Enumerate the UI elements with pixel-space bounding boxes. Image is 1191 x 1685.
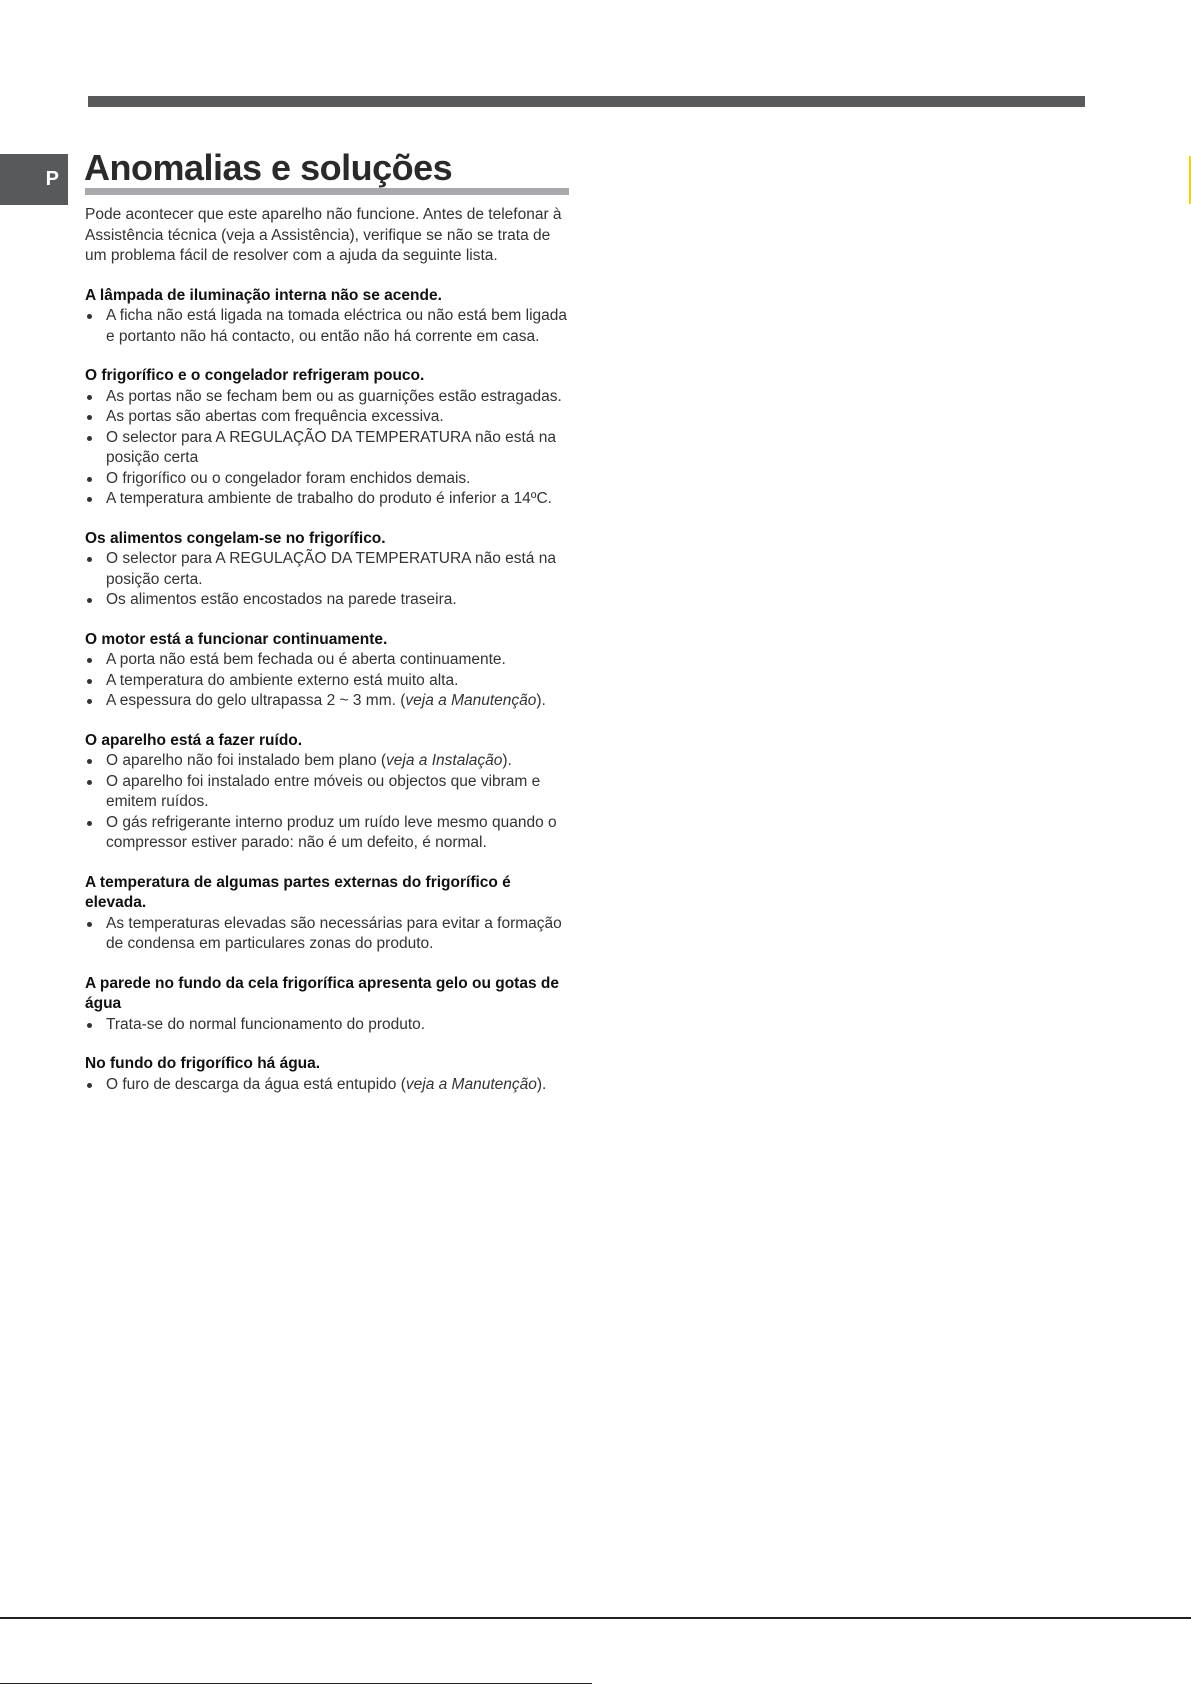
footer-rule-short [0,1683,592,1684]
solution-text: O furo de descarga da água está entupido ( [106,1075,406,1093]
problem-heading: A lâmpada de iluminação interna não se acende. [85,286,442,304]
solution-list [85,650,570,712]
page-title: Anomalias e soluções [84,147,453,188]
solution-text: Trata-se do normal funcionamento do produto. [106,1015,426,1033]
solution-text: O frigorífico ou o congelador foram enchidos demais. [106,469,471,487]
intro-paragraph: Pode acontecer que este aparelho não funcione. Antes de telefonar à Assistência técnica (veja a Assistência), verifique se não se trata de um problema fácil de resolver com a ajuda da seguinte lista. [85,206,562,264]
solution-list [85,387,570,510]
solution-item [85,1075,570,1096]
solution-item [85,407,570,428]
solution-text: O selector para A REGULAÇÃO DA TEMPERATURA não está na posição certa. [106,550,556,588]
solution-text: O gás refrigerante interno produz um ruído leve mesmo quando o compressor estiver parado: não é um defeito, é normal. [106,813,557,851]
cross-reference: veja a Instalação [386,752,503,769]
solution-item [85,691,570,712]
problem-heading: O aparelho está a fazer ruído. [85,731,303,749]
solution-list [85,306,570,347]
solution-text: A espessura do gelo ultrapassa 2 ~ 3 mm. ( [106,692,406,709]
cross-reference: veja a Manutenção [405,1075,537,1093]
solution-list [85,914,570,955]
solution-item [85,914,570,955]
solution-text: As portas não se fecham bem ou as guarnições estão estragadas. [106,387,562,405]
solution-text: A porta não está bem fechada ou é aberta continuamente. [106,651,506,668]
problem-heading: A temperatura de algumas partes externas do frigorífico é elevada. [85,873,511,911]
header-rule [88,96,1085,107]
solution-text: A temperatura do ambiente externo está muito alta. [106,671,459,689]
problem-section [85,366,570,510]
solution-text: As temperaturas elevadas são necessárias para evitar a formação de condensa em particulares zonas do produto. [106,914,562,952]
troubleshooting-content [85,205,570,1114]
troubleshooting-sections [85,286,570,1096]
problem-heading: A parede no fundo da cela frigorífica apresenta gelo ou gotas de água [85,974,559,1012]
problem-heading: No fundo do frigorífico há água. [85,1055,321,1072]
solution-text: O aparelho foi instalado entre móveis ou objectos que vibram e emitem ruídos. [106,772,541,810]
problem-section [85,873,570,955]
problem-heading: O frigorífico e o congelador refrigeram pouco. [85,367,425,384]
problem-section [85,630,570,712]
solution-list [85,549,570,611]
solution-text-end: ). [536,1075,547,1093]
problem-section [85,529,570,611]
problem-section [85,1054,570,1095]
language-tab [0,154,68,205]
problem-section [85,286,570,348]
problem-section [85,731,570,854]
solution-item [85,489,570,510]
problem-heading: Os alimentos congelam-se no frigorífico. [85,529,386,547]
solution-list [85,1075,570,1096]
solution-item [85,590,570,611]
solution-list [85,1015,570,1036]
solution-item [85,1015,570,1036]
solution-text-end: ). [502,752,512,769]
problem-heading: O motor está a funcionar continuamente. [85,630,388,648]
title-underline [85,188,569,195]
solution-item [85,549,570,590]
solution-item [85,751,570,772]
solution-item [85,671,570,692]
solution-text: O aparelho não foi instalado bem plano ( [106,752,387,769]
solution-item [85,650,570,671]
solution-item [85,428,570,469]
solution-item [85,813,570,854]
solution-item [85,772,570,813]
solution-text: As portas são abertas com frequência excessiva. [106,408,444,425]
language-code: P [45,168,59,190]
solution-text: O selector para A REGULAÇÃO DA TEMPERATURA não está na posição certa [106,428,556,466]
solution-item [85,469,570,490]
solution-item [85,387,570,408]
problem-section [85,974,570,1036]
footer-rule [0,1617,1191,1619]
solution-text: A ficha não está ligada na tomada eléctrica ou não está bem ligada e portanto não há contacto, ou então não há corrente em casa. [106,307,568,345]
cross-reference: veja a Manutenção [405,692,537,709]
solution-text: A temperatura ambiente de trabalho do produto é inferior a 14ºC. [106,490,552,507]
solution-item [85,306,570,347]
solution-text: Os alimentos estão encostados na parede traseira. [106,591,457,608]
solution-text-end: ). [536,692,546,709]
solution-list [85,751,570,854]
